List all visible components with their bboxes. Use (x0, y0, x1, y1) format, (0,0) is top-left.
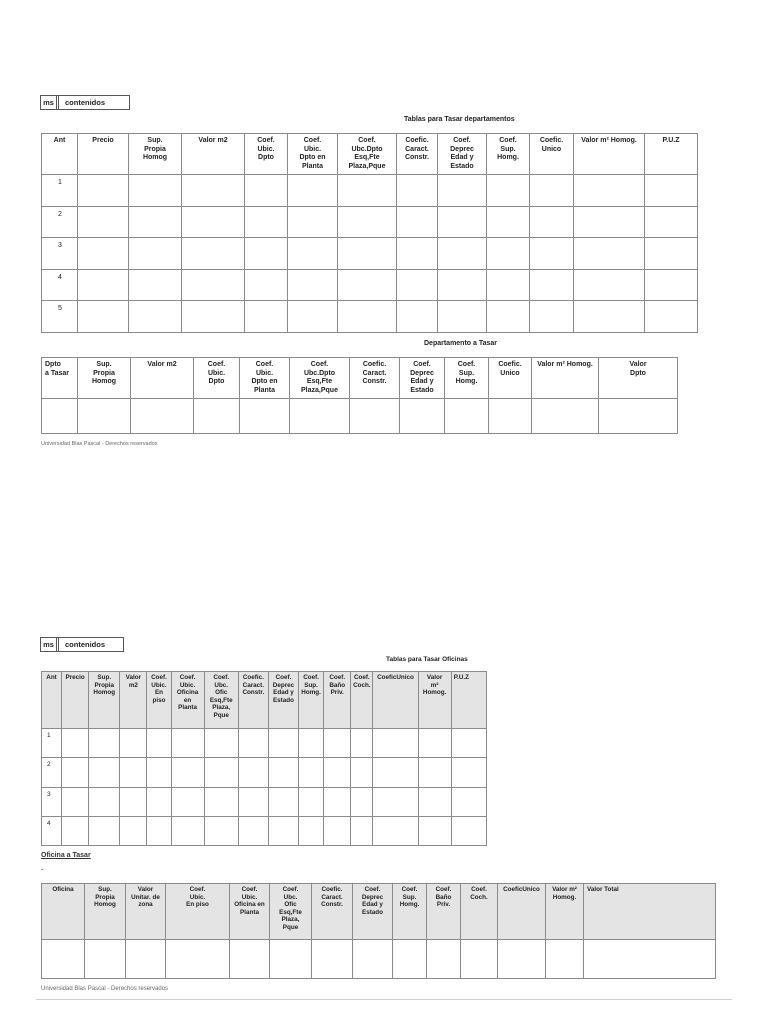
header-cell: Coef. Ubic. Dpto (245, 134, 288, 175)
header-cell: Coefic. Unico (489, 358, 532, 399)
header-cell: Valor m2 (182, 134, 245, 175)
header-cell: Valor Unitar. de zona (126, 884, 166, 940)
row-number: 5 (42, 301, 78, 333)
header-cell: Coef. Ubic. Dpto en Planta (288, 134, 338, 175)
header-cell: Valor m² Homog. (574, 134, 645, 175)
header-cell: Coef. Ubc. Ofic Esq,Fte Plaza, Pque (270, 884, 312, 940)
header-cell: Valor m2 (131, 358, 194, 399)
header-cell: Coef. Deprec Edad y Estado (268, 672, 298, 729)
header-cell: Coef. Deprec Edad y Estado (353, 884, 393, 940)
oficina-a-tasar-table (41, 883, 716, 979)
header-cell: Coefic. Unico (530, 134, 574, 175)
table-row (42, 729, 487, 758)
header-cell: Coef. Ubic. Dpto en Planta (240, 358, 290, 399)
header-cell: Coef. Sup. Homg. (299, 672, 324, 729)
row-number: 1 (42, 175, 78, 207)
oficina-a-tasar-link[interactable]: Oficina a Tasar (41, 852, 91, 859)
header-cell: Coefic. Caract. Constr. (397, 134, 438, 175)
table-row (42, 175, 698, 207)
table3-caption: Tablas para Tasar Oficinas (386, 656, 468, 663)
header-cell: Precio (62, 672, 89, 729)
header-cell: Coef. Ubic. En piso (147, 672, 171, 729)
badge-label: contenidos (65, 98, 106, 107)
table1-caption: Tablas para Tasar departamentos (404, 116, 515, 123)
row-number: 3 (42, 788, 62, 817)
table2-caption: Departamento a Tasar (424, 340, 498, 347)
header-cell: Coef. Sup. Homg. (487, 134, 530, 175)
logo-badge (40, 95, 130, 110)
header-cell: Coef. Baño Priv. (427, 884, 461, 940)
header-cell: CoeficUnico (373, 672, 418, 729)
row-number: 3 (42, 238, 78, 270)
header-cell: Coef. Ubc. Ofic Esq,Fte Plaza, Pque (204, 672, 238, 729)
header-cell: Coef. Sup. Homg. (445, 358, 489, 399)
header-cell: Sup. Propia Homog (129, 134, 182, 175)
dash-mark: - (41, 867, 44, 874)
departamentos-table (41, 133, 698, 333)
header-cell: Valor m² Homog. (546, 884, 584, 940)
header-cell: Coefic. Caract. Constr. (312, 884, 353, 940)
row-number: 2 (42, 207, 78, 238)
header-cell: Coef. Deprec Edad y Estado (438, 134, 487, 175)
table-row (42, 301, 698, 333)
header-cell: Coef. Ubc.Dpto Esq,Fte Plaza,Pque (290, 358, 350, 399)
header-cell: Coef. Ubic. Oficina en Planta (171, 672, 204, 729)
table-row (42, 399, 678, 434)
page-divider (36, 999, 732, 1000)
row-number: 4 (42, 270, 78, 301)
header-cell: Valor Total (584, 884, 716, 940)
header-cell: Sup. Propia Homog (89, 672, 120, 729)
header-cell: Coef. Baño Priv. (324, 672, 351, 729)
footer-text: Universidad Blas Pascal - Derechos reservados (41, 986, 169, 992)
header-cell: Valor m2 (120, 672, 147, 729)
footer-text: Universidad Blas Pascal - Derechos reservados (41, 441, 158, 447)
departamento-a-tasar-table (41, 357, 678, 434)
header-cell: Valor m² Homog. (418, 672, 451, 729)
header-cell: Oficina (42, 884, 85, 940)
header-cell: Coef. Deprec Edad y Estado (400, 358, 445, 399)
header-cell: Coef. Ubic. Dpto (194, 358, 240, 399)
header-cell: Coef. Sup. Homg. (393, 884, 427, 940)
header-cell: Ant (42, 134, 78, 175)
header-cell: Precio (78, 134, 129, 175)
badge-label: contenidos (65, 640, 106, 649)
header-cell: P.U.Z (451, 672, 486, 729)
header-cell: Coef. Ubc.Dpto Esq,Fte Plaza,Pque (338, 134, 397, 175)
header-cell: Coef. Ubic. Oficina en Planta (230, 884, 270, 940)
table-row (42, 270, 698, 301)
row-number: 1 (42, 729, 62, 758)
header-cell: Dpto a Tasar (42, 358, 78, 399)
table-row (42, 207, 698, 238)
header-cell: Valor Dpto (599, 358, 678, 399)
logo-badge (40, 637, 124, 652)
header-cell: Sup. Propia Homog (78, 358, 131, 399)
header-cell: Coefic. Caract. Constr. (238, 672, 268, 729)
row-number: 2 (42, 758, 62, 788)
ms-logo: ms (41, 96, 59, 109)
header-cell: Ant (42, 672, 62, 729)
table-row (42, 788, 487, 817)
oficinas-table (41, 671, 487, 846)
table-row (42, 817, 487, 846)
table-row (42, 940, 716, 979)
header-cell: Coef. Coch. (351, 672, 373, 729)
header-cell: Sup. Propia Homog (85, 884, 126, 940)
header-cell: Coef. Ubic. En piso (166, 884, 230, 940)
header-cell: P.U.Z (645, 134, 698, 175)
header-cell: Coefic. Caract. Constr. (350, 358, 400, 399)
table-row (42, 758, 487, 788)
header-cell: Valor m² Homog. (532, 358, 599, 399)
header-cell: Coef. Coch. (461, 884, 498, 940)
header-cell: CoeficUnico (498, 884, 546, 940)
table-row (42, 238, 698, 270)
row-number: 4 (42, 817, 62, 846)
ms-logo: ms (41, 638, 59, 651)
